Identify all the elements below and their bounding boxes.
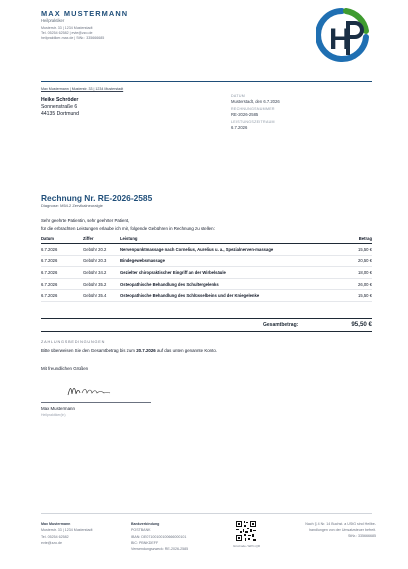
meta-number-label: RECHNUNGSNUMMER bbox=[231, 107, 275, 111]
total-label: Gesamtbetrag: bbox=[263, 322, 299, 328]
row-amount: 18,00 € bbox=[332, 267, 372, 279]
header-phone-email: Tel. 05254 62582 | evte@zzo.de bbox=[41, 31, 93, 36]
footer-divider bbox=[41, 513, 372, 514]
table-header-row bbox=[41, 233, 372, 244]
header-divider bbox=[41, 81, 372, 82]
footer-phone: Tel. 05254 62582 bbox=[41, 534, 69, 539]
row-date: 6.7.2026 bbox=[41, 255, 83, 267]
header-contact bbox=[41, 26, 104, 42]
footer-bank-column bbox=[131, 521, 188, 552]
row-amount: 15,50 € bbox=[332, 244, 372, 256]
row-date: 6.7.2026 bbox=[41, 278, 83, 290]
table-row bbox=[41, 267, 372, 279]
recipient-street: Sonnenstraße 6 bbox=[41, 104, 78, 110]
total-row bbox=[41, 318, 372, 332]
meta-date-value: Musterstadt, den 6.7.2026 bbox=[231, 99, 280, 104]
header-amount: Betrag bbox=[332, 233, 372, 244]
signatory-role: Heilpraktiker(in) bbox=[41, 413, 66, 417]
table-row bbox=[41, 278, 372, 290]
payment-terms-heading: ZAHLUNGSBEDINGUNGEN bbox=[41, 340, 106, 344]
row-service: Osteopathische Behandlung des Schlüsselbeins und der Kniegelenke bbox=[120, 290, 332, 302]
signature bbox=[66, 384, 112, 403]
qr-caption: GiroCode / EPC-QR bbox=[233, 544, 261, 548]
closing-greeting: Mit freundlichen Grüßen bbox=[41, 366, 89, 371]
invoice-meta bbox=[231, 94, 280, 133]
header-address: Musterstr. 33 | 1234 Musterstadt bbox=[41, 26, 93, 30]
tax-note-line: handlungen von der Umsatzsteuer befreit. bbox=[309, 528, 376, 533]
row-date: 6.7.2026 bbox=[41, 267, 83, 279]
header-code: Ziffer bbox=[83, 233, 120, 244]
footer-name: Max Mustermann bbox=[41, 522, 71, 526]
invoice-title: Rechnung Nr. RE-2026-2585 bbox=[41, 193, 153, 203]
row-service: Osteopathische Behandlung des Schultergelenks bbox=[120, 278, 332, 290]
row-amount: 20,50 € bbox=[332, 255, 372, 267]
footer-address-column bbox=[41, 521, 92, 546]
invoice-salutation bbox=[41, 217, 215, 232]
row-service: Gezielter chiropraktischer Eingriff an der Wirbelsäule bbox=[120, 267, 332, 279]
practitioner-profession: Heilpraktiker bbox=[41, 18, 65, 23]
table-row bbox=[41, 290, 372, 302]
footer-bank-heading: Bankverbindung bbox=[131, 522, 160, 526]
row-code: Gebühr 35.2 bbox=[83, 278, 120, 290]
intro-line: für die erbrachten Leistungen erlaube ich mir, folgende Gebühren in Rechnung zu stellen: bbox=[41, 225, 215, 231]
meta-period-label: LEISTUNGSZEITRAUM bbox=[231, 120, 275, 124]
tax-note-line: Nach § 4 Nr. 14 Buchst. a UStG sind Heilbe- bbox=[305, 522, 376, 526]
footer-bank-name: POSTBANK bbox=[131, 528, 151, 533]
invoice-diagnosis: Diagnose: M54.2 Zervikalneuralgie bbox=[41, 203, 103, 208]
row-date: 6.7.2026 bbox=[41, 290, 83, 302]
payment-due-date: 20.7.2026 bbox=[136, 348, 156, 353]
row-service: Nervenpunktmassage nach Cornelius, Aurelius u. a., Spezialnerven-massage bbox=[120, 244, 332, 256]
logo-letter-h: H bbox=[329, 23, 351, 56]
sender-return-line: Max Mustermann | Musterstr. 33 | 1234 Musterstadt bbox=[41, 87, 124, 91]
tax-note-line: StNr.: 335666685 bbox=[348, 534, 376, 539]
signature-line bbox=[41, 402, 151, 403]
row-code: Gebühr 20.2 bbox=[83, 244, 120, 256]
total-amount: 95,50 € bbox=[351, 321, 372, 328]
table-row bbox=[41, 244, 372, 256]
row-code: Gebühr 20.3 bbox=[83, 255, 120, 267]
row-service: Bindegewebsmassage bbox=[120, 255, 332, 267]
meta-date-label: DATUM bbox=[231, 94, 246, 98]
row-code: Gebühr 35.4 bbox=[83, 290, 120, 302]
meta-number-value: RE-2026-2585 bbox=[231, 112, 259, 117]
row-amount: 26,00 € bbox=[332, 278, 372, 290]
payment-text-start: Bitte überweisen Sie den Gesamtbetrag bis zum bbox=[41, 348, 137, 353]
footer-iban: IBAN: DE07100100100666000101 bbox=[131, 534, 187, 539]
practice-logo bbox=[316, 7, 372, 65]
row-code: Gebühr 34.2 bbox=[83, 267, 120, 279]
footer-reference: Verwendungszweck: RE-2026-2585 bbox=[131, 547, 189, 552]
salutation-line: Sehr geehrte Patientin, sehr geehrter Patient, bbox=[41, 218, 130, 223]
footer-address: Musterstr. 33 | 1234 Musterstadt bbox=[41, 528, 93, 533]
footer-email: evte@zzo.de bbox=[41, 540, 63, 545]
invoice-items-table bbox=[41, 233, 372, 302]
meta-period-value: 6.7.2026 bbox=[231, 125, 248, 130]
row-amount: 15,50 € bbox=[332, 290, 372, 302]
row-date: 6.7.2026 bbox=[41, 244, 83, 256]
payment-terms-text bbox=[41, 348, 217, 353]
payment-text-end: auf das unten genannte Konto. bbox=[155, 348, 218, 353]
header-web-taxno: heilpraktiker-max.de | StNr.: 335666685 bbox=[41, 36, 105, 41]
practitioner-name: MAX MUSTERMANN bbox=[41, 9, 129, 18]
footer-tax-note bbox=[284, 521, 376, 540]
recipient-address bbox=[41, 97, 79, 118]
signatory-name: Max Mustermann bbox=[41, 406, 75, 411]
header-date: Datum bbox=[41, 233, 83, 244]
table-row bbox=[41, 255, 372, 267]
footer-bic: BIC: PBNKDEFF bbox=[131, 540, 159, 545]
header-service: Leistung bbox=[120, 233, 332, 244]
recipient-name: Heike Schröder bbox=[41, 97, 79, 103]
payment-qr-code bbox=[235, 520, 257, 542]
recipient-city: 44135 Dortmund bbox=[41, 111, 79, 117]
